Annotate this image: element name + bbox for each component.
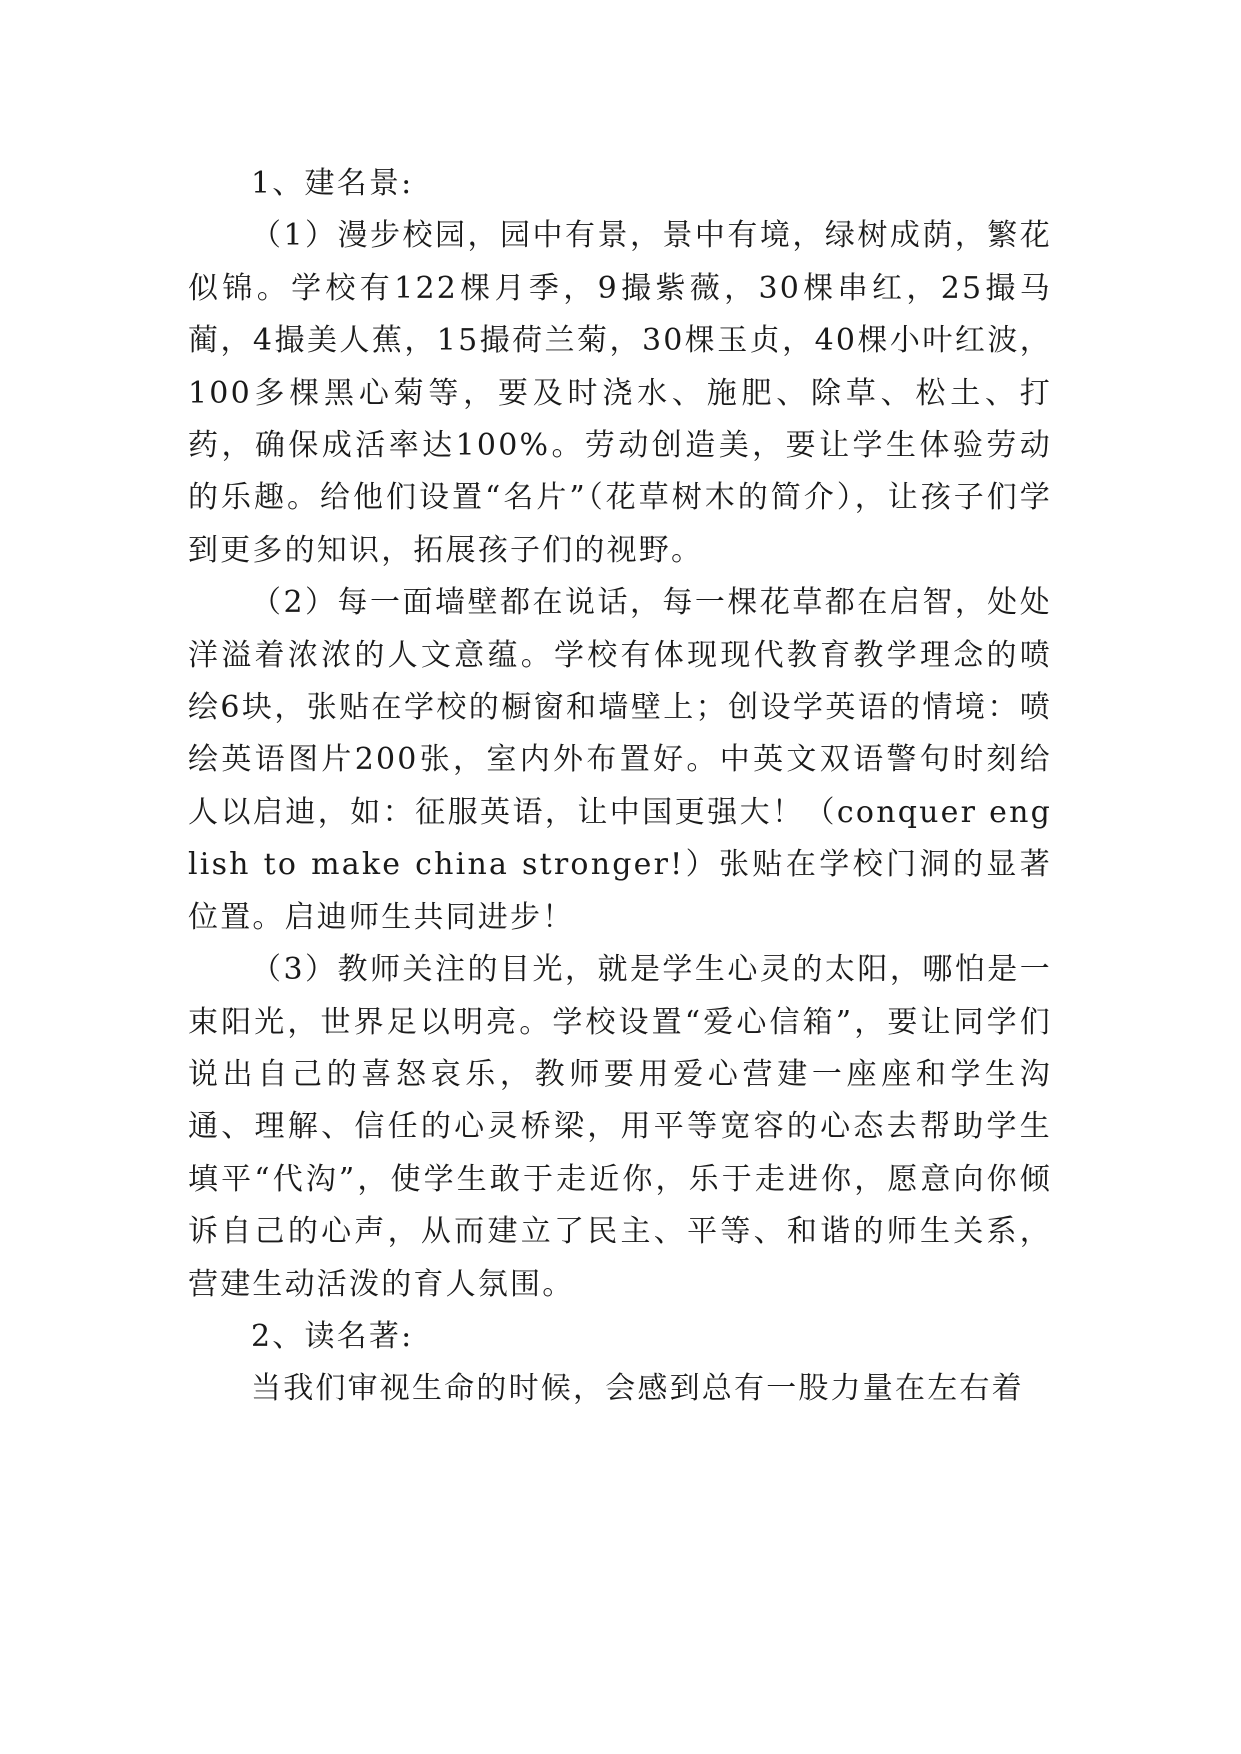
paragraph-4: 当我们审视生命的时候，会感到总有一股力量在左右着 bbox=[251, 1371, 1024, 1407]
section-heading-1: 1、建名景: bbox=[251, 166, 414, 201]
document-body bbox=[188, 158, 1052, 1416]
paragraph-1: （1）漫步校园，园中有景，景中有境，绿树成荫，繁花似锦。学校有122棵月季，9撮紫薇，30棵串红，25撮马蔺，4撮美人蕉，15撮荷兰菊，30棵玉贞，40棵小叶红波，100多棵黑心菊等，要及时浇水、施肥、除草、松土、打药，确保成活率达100%。劳动创造美，要让学生体验劳动的乐趣。给他们设置“名片”（花草树木的简介），让孩子们学到更多的知识，拓展孩子们的视野。 bbox=[188, 218, 1052, 568]
section-heading-2: 2、读名著: bbox=[251, 1318, 414, 1354]
paragraph-3: （3）教师关注的目光，就是学生心灵的太阳，哪怕是一束阳光，世界足以明亮。学校设置“爱心信箱”，要让同学们说出自己的喜怒哀乐，教师要用爱心营建一座座和学生沟通、理解、信任的心灵桥梁，用平等宽容的心态去帮助学生填平“代沟”，使学生敢于走近你，乐于走进你，愿意向你倾诉自己的心声，从而建立了民主、平等、和谐的师生关系，营建生动活泼的育人氛围。 bbox=[188, 952, 1052, 1302]
paragraph-2: （2）每一面墙壁都在说话，每一棵花草都在启智，处处洋溢着浓浓的人文意蕴。学校有体现现代教育教学理念的喷绘6块，张贴在学校的橱窗和墙壁上；创设学英语的情境：喷绘英语图片200张，室内外布置好。中英文双语警句时刻给人以启迪，如：征服英语，让中国更强大！（conquer english to make china stronger!）张贴在学校门洞的显著位置。启迪师生共同进步！ bbox=[188, 585, 1052, 935]
